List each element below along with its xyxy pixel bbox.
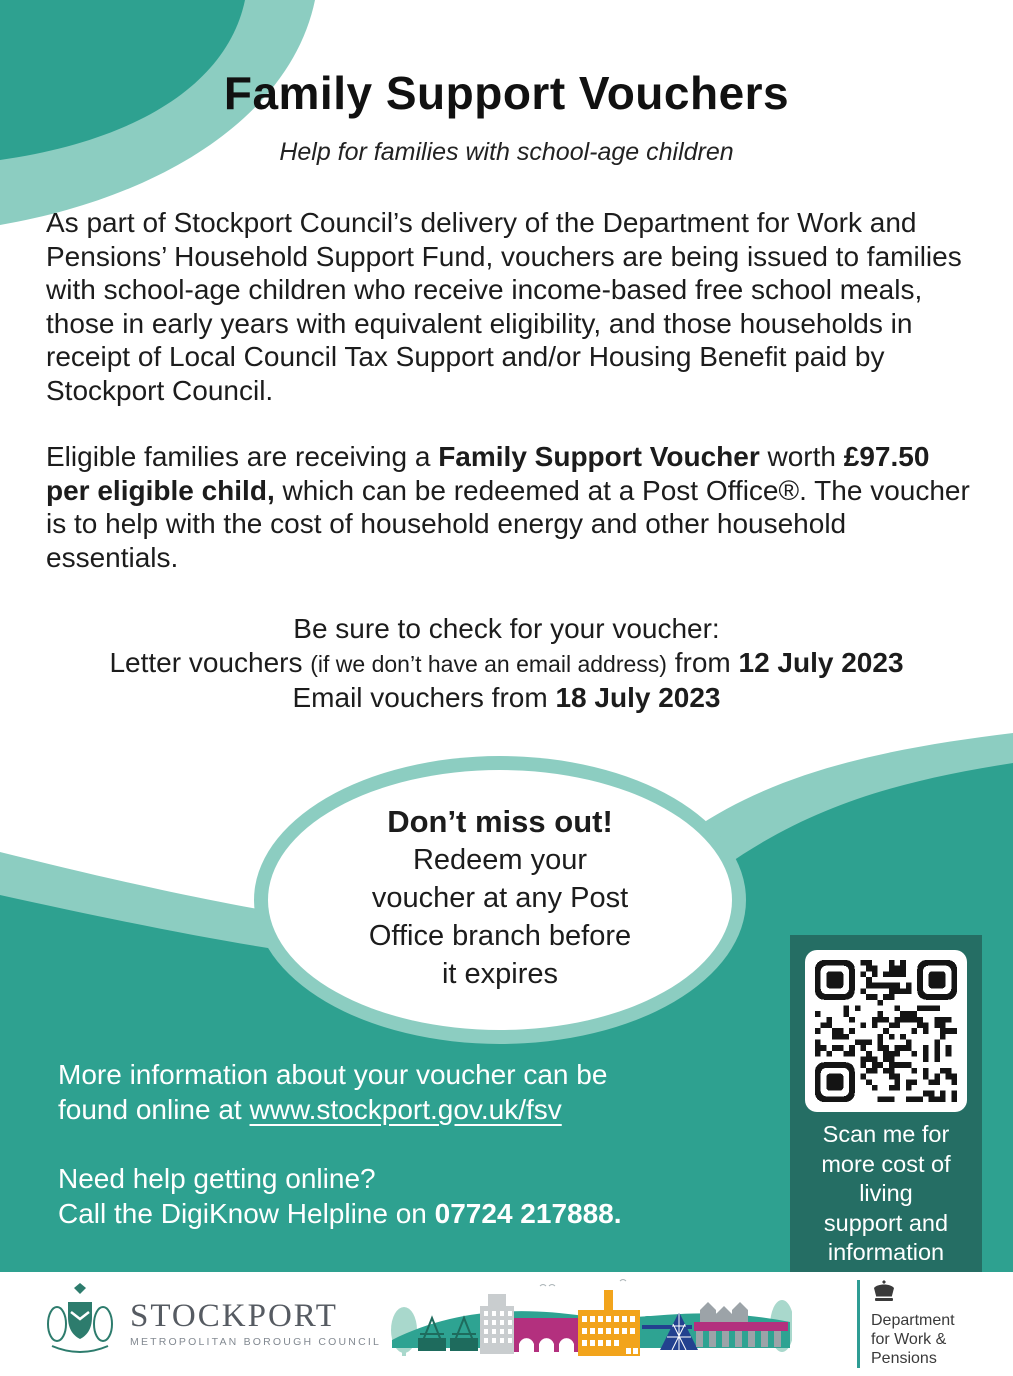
letter-voucher-note: (if we don’t have an email address) [310,650,667,677]
more-info-line2 [58,1093,698,1128]
stockport-tagline: METROPOLITAN BOROUGH COUNCIL [130,1336,382,1348]
bubble-line: voucher at any Post [371,882,629,914]
email-voucher-line [0,681,1013,715]
qr-code-icon [815,960,957,1102]
bubble-line: Redeem your [412,844,588,876]
intro-paragraph: As part of Stockport Council’s delivery of the Department for Work and Pensions’ Household Support Fund, vouchers are being issued to families with school-age children who receive income-based free school meals, those in early years with equivalent eligibility, and those households in receipt of Local Council Tax Support and/or Housing Benefit paid by Stockport Council. [46,207,962,406]
help-block [58,1162,718,1231]
qr-caption-line: living [859,1180,913,1206]
letter-voucher-line [0,646,1013,682]
stockport-council-logo [40,1282,381,1364]
dwp-logo [857,1280,955,1368]
qr-caption-line: Scan me for [822,1121,950,1147]
stockport-crest-icon [40,1282,120,1364]
bubble-title: Don’t miss out! [387,804,613,839]
bubble-line: Office branch before [368,920,632,952]
voucher-info-post: which can be redeemed at a Post Office®. The voucher is to help with the cost of household energy and other household essentials. [46,474,970,573]
letter-voucher-mid: from [666,646,739,678]
more-info-block [58,1058,698,1127]
letter-voucher-pre: Letter vouchers [109,646,311,678]
qr-caption-line: information [827,1239,945,1265]
bubble-line: it expires [441,958,559,990]
dwp-line: for Work & [871,1331,947,1348]
dwp-logo-text [871,1311,955,1368]
digiknow-phone-number: 07724 217888. [434,1197,622,1229]
help-line1: Need help getting online? [58,1163,376,1194]
check-heading: Be sure to check for your voucher: [293,613,720,644]
stockport-skyline-illustration [342,1278,792,1372]
stockport-name: STOCKPORT [130,1298,338,1334]
dont-miss-out-bubble [295,803,705,993]
dwp-line: Department [871,1312,955,1329]
letter-voucher-date: 12 July 2023 [738,646,904,678]
voucher-amount: £97.50 per eligible child, [46,441,930,506]
qr-panel [790,935,982,1272]
stockport-fsv-link[interactable]: www.stockport.gov.uk/fsv [249,1093,562,1125]
check-voucher-block [0,612,1013,715]
email-voucher-pre: Email vouchers from [292,682,556,713]
voucher-info-pre: Eligible families are receiving a [46,441,439,472]
qr-caption-line: support and [823,1209,949,1236]
more-info-line2-pre: found online at [58,1093,250,1125]
help-line2 [58,1197,718,1232]
voucher-info-paragraph [46,440,972,574]
corner-curve-decoration [0,0,330,240]
qr-caption [821,1120,950,1268]
voucher-info-mid: worth [759,441,844,472]
crown-icon [871,1280,897,1302]
footer [0,1272,1013,1376]
voucher-info-bold-name: Family Support Voucher [438,441,760,472]
page-subtitle: Help for families with school-age children [279,138,734,166]
email-voucher-date: 18 July 2023 [555,682,721,713]
qr-code [805,950,967,1112]
qr-caption-line: more cost of [821,1150,951,1177]
page-title: Family Support Vouchers [223,67,790,119]
help-line2-pre: Call the DigiKnow Helpline on [58,1197,435,1229]
more-info-line1: More information about your voucher can be [58,1059,608,1090]
dwp-line: Pensions [871,1350,937,1367]
